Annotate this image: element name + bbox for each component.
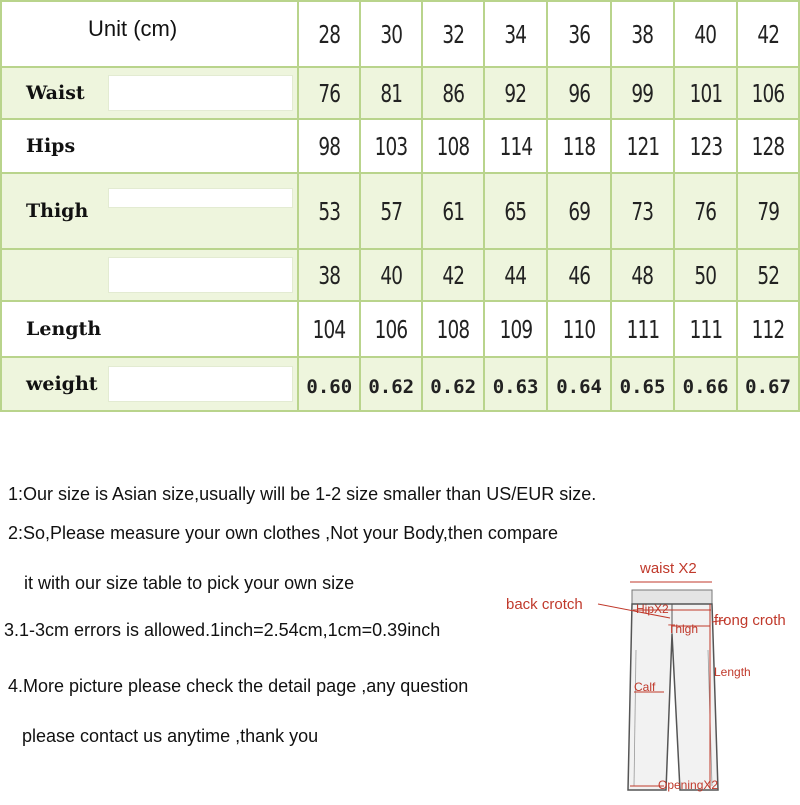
value-cell: 0.66 <box>674 357 737 411</box>
value-cell: 46 <box>547 249 611 301</box>
blank-box <box>108 366 293 402</box>
value-cell: 0.67 <box>737 357 799 411</box>
front-crotch-label: frong croth <box>714 612 786 629</box>
value-cell: 99 <box>611 67 674 119</box>
value-cell: 65 <box>484 173 547 249</box>
value-cell: 40 <box>360 249 422 301</box>
table-row-waist <box>1 67 799 119</box>
value-cell: 111 <box>674 301 737 357</box>
length-label: Length <box>714 665 751 679</box>
value-cell: 112 <box>737 301 799 357</box>
value-cell: 110 <box>547 301 611 357</box>
note-line-4: 3.1-3cm errors is allowed.1inch=2.54cm,1cm=0.39inch <box>4 620 441 640</box>
value-cell: 61 <box>422 173 484 249</box>
value-cell: 48 <box>611 249 674 301</box>
value-cell: 73 <box>611 173 674 249</box>
row-label: Length <box>1 301 104 357</box>
value-cell: 0.62 <box>360 357 422 411</box>
size-header-cell: 36 <box>547 1 611 67</box>
value-cell: 76 <box>674 173 737 249</box>
size-header-row <box>1 1 799 67</box>
waist-label: waist X2 <box>640 560 697 577</box>
row-label: Hips <box>1 119 104 173</box>
value-cell: 81 <box>360 67 422 119</box>
size-header-cell: 32 <box>422 1 484 67</box>
size-header-cell: 40 <box>674 1 737 67</box>
value-cell: 101 <box>674 67 737 119</box>
calf-label: Calf <box>634 680 656 694</box>
size-header-cell: 28 <box>298 1 360 67</box>
value-cell: 79 <box>737 173 799 249</box>
note-line-2: 2:So,Please measure your own clothes ,Not your Body,then compare <box>8 523 558 543</box>
size-header-cell: 38 <box>611 1 674 67</box>
size-header-cell: 42 <box>737 1 799 67</box>
value-cell: 92 <box>484 67 547 119</box>
size-header-cell: 34 <box>484 1 547 67</box>
table-row-hips <box>1 119 799 173</box>
value-cell: 52 <box>737 249 799 301</box>
blank-box <box>108 257 293 293</box>
value-cell: 0.63 <box>484 357 547 411</box>
value-cell: 44 <box>484 249 547 301</box>
value-cell: 123 <box>674 119 737 173</box>
value-cell: 121 <box>611 119 674 173</box>
table-row-thigh <box>1 173 799 249</box>
blank-box <box>108 75 293 111</box>
value-cell: 108 <box>422 119 484 173</box>
value-cell: 69 <box>547 173 611 249</box>
note-line-1: 1:Our size is Asian size,usually will be 1-2 size smaller than US/EUR size. <box>8 484 597 504</box>
row-label: Waist <box>1 67 104 119</box>
value-cell: 104 <box>298 301 360 357</box>
size-header-cell: 30 <box>360 1 422 67</box>
value-cell: 0.64 <box>547 357 611 411</box>
value-cell: 96 <box>547 67 611 119</box>
value-cell: 42 <box>422 249 484 301</box>
value-cell: 76 <box>298 67 360 119</box>
note-line-3: it with our size table to pick your own size <box>24 573 355 593</box>
row-label: Thigh <box>1 173 104 249</box>
value-cell: 98 <box>298 119 360 173</box>
value-cell: 0.65 <box>611 357 674 411</box>
value-cell: 128 <box>737 119 799 173</box>
table-row-weight <box>1 357 799 411</box>
value-cell: 118 <box>547 119 611 173</box>
table-row-length <box>1 301 799 357</box>
value-cell: 53 <box>298 173 360 249</box>
note-line-5: 4.More picture please check the detail page ,any question <box>8 676 469 696</box>
value-cell: 57 <box>360 173 422 249</box>
table-row-unlabeled <box>1 249 799 301</box>
pants-measurement-diagram <box>500 560 800 800</box>
value-cell: 86 <box>422 67 484 119</box>
row-label <box>1 249 104 301</box>
value-cell: 103 <box>360 119 422 173</box>
value-cell: 111 <box>611 301 674 357</box>
value-cell: 0.60 <box>298 357 360 411</box>
opening-label: OpeningX2 <box>658 778 719 792</box>
hip-label: HipX2 <box>636 602 669 616</box>
blank-box <box>108 188 293 208</box>
value-cell: 109 <box>484 301 547 357</box>
back-crotch-label: back crotch <box>506 596 583 613</box>
note-line-6: please contact us anytime ,thank you <box>22 726 319 746</box>
value-cell: 106 <box>360 301 422 357</box>
row-label: weight <box>1 357 104 411</box>
value-cell: 38 <box>298 249 360 301</box>
value-cell: 114 <box>484 119 547 173</box>
value-cell: 50 <box>674 249 737 301</box>
thigh-label: Thigh <box>668 622 699 636</box>
unit-label: Unit (cm) <box>1 1 298 67</box>
value-cell: 0.62 <box>422 357 484 411</box>
value-cell: 106 <box>737 67 799 119</box>
value-cell: 108 <box>422 301 484 357</box>
